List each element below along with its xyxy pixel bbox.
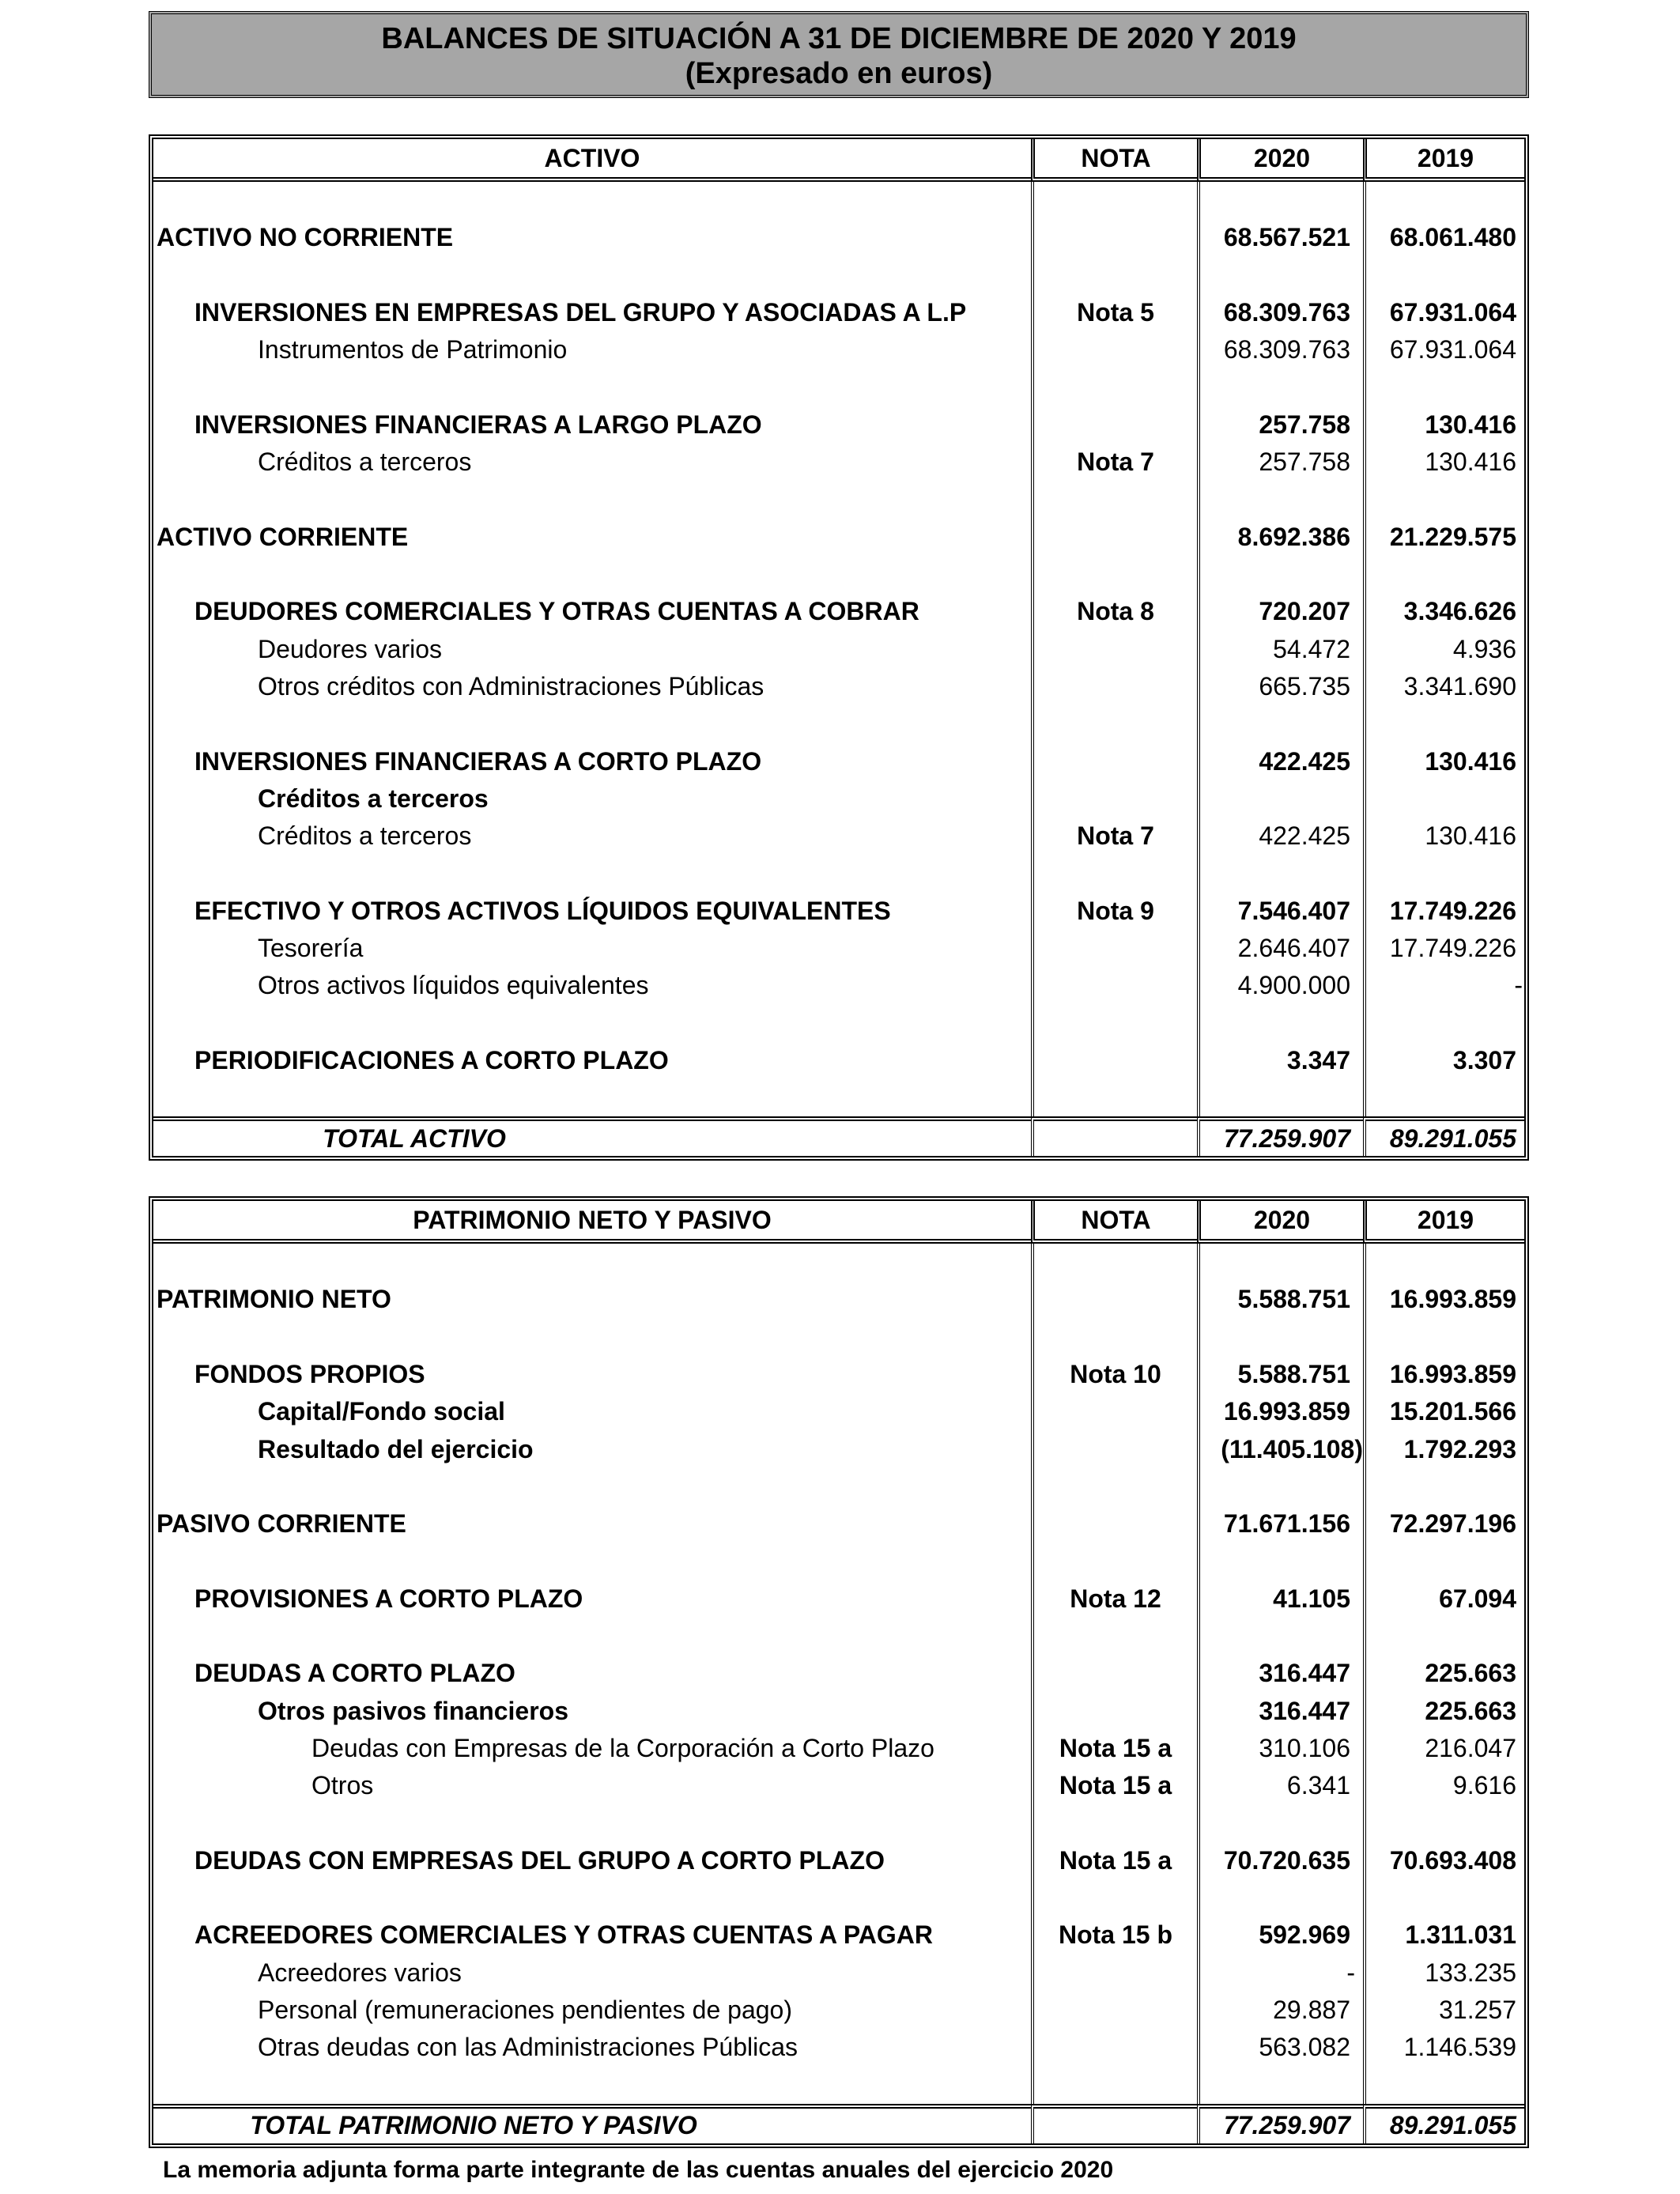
row-value-2020: 4.900.000 <box>1197 967 1363 1004</box>
table-row <box>153 1954 1524 1992</box>
row-nota <box>1031 930 1197 967</box>
row-value-2019: 67.931.064 <box>1363 294 1524 331</box>
row-value-2019: 17.749.226 <box>1363 930 1524 967</box>
row-value-2019: 67.094 <box>1363 1580 1524 1618</box>
row-value-2020 <box>1197 780 1363 818</box>
document-title: BALANCES DE SITUACIÓN A 31 DE DICIEMBRE DE 2020 Y 2019 <box>381 22 1297 55</box>
table-row <box>153 1281 1524 1318</box>
row-value-2020: - <box>1197 1954 1363 1992</box>
row-value-2019: 225.663 <box>1363 1693 1524 1730</box>
row-nota <box>1031 2029 1197 2066</box>
activo-header-row <box>153 139 1524 182</box>
row-nota <box>1031 331 1197 368</box>
row-value-2020: 665.735 <box>1197 668 1363 705</box>
row-nota <box>1031 1430 1197 1467</box>
row-nota <box>1031 1042 1197 1079</box>
pasivo-header-2019: 2019 <box>1363 1201 1524 1244</box>
table-row <box>153 1393 1524 1430</box>
table-row <box>153 1430 1524 1467</box>
pasivo-header-label: PATRIMONIO NETO Y PASIVO <box>153 1201 1031 1244</box>
row-value-2020: 422.425 <box>1197 818 1363 855</box>
row-value-2020: 3.347 <box>1197 1042 1363 1079</box>
row-value-2019: 3.307 <box>1363 1042 1524 1079</box>
row-value-2019: 130.416 <box>1363 742 1524 780</box>
table-row <box>153 1655 1524 1692</box>
activo-header-2019: 2019 <box>1363 139 1524 182</box>
row-value-2020: 2.646.407 <box>1197 930 1363 967</box>
row-value-2019: 21.229.575 <box>1363 519 1524 556</box>
row-label: Capital/Fondo social <box>258 1397 505 1426</box>
row-value-2019: 70.693.408 <box>1363 1842 1524 1879</box>
row-value-2019: - <box>1363 967 1524 1004</box>
row-label: DEUDAS A CORTO PLAZO <box>194 1659 515 1688</box>
table-row <box>153 1916 1524 1954</box>
row-label: Acreedores varios <box>258 1958 462 1987</box>
row-value-2020: 54.472 <box>1197 631 1363 668</box>
row-value-2020: 41.105 <box>1197 1580 1363 1618</box>
row-value-2019: 130.416 <box>1363 406 1524 444</box>
table-row <box>153 1992 1524 2029</box>
pasivo-total-row <box>153 2104 1524 2143</box>
table-row <box>153 818 1524 855</box>
row-label: PERIODIFICACIONES A CORTO PLAZO <box>194 1045 669 1074</box>
activo-header-label: ACTIVO <box>153 139 1031 182</box>
table-row <box>153 668 1524 705</box>
row-nota <box>1031 742 1197 780</box>
total-value-2020: 77.259.907 <box>1197 1116 1363 1156</box>
table-row <box>153 1842 1524 1879</box>
row-nota <box>1031 1954 1197 1992</box>
table-row <box>153 593 1524 630</box>
row-value-2020: 68.309.763 <box>1197 331 1363 368</box>
table-row <box>153 930 1524 967</box>
total-value-2019: 89.291.055 <box>1363 1116 1524 1156</box>
row-value-2019: 16.993.859 <box>1363 1356 1524 1393</box>
row-value-2019: 133.235 <box>1363 1954 1524 1992</box>
row-label: DEUDORES COMERCIALES Y OTRAS CUENTAS A COBRAR <box>194 597 919 626</box>
activo-table <box>149 134 1529 1161</box>
row-label: FONDOS PROPIOS <box>194 1360 425 1389</box>
row-nota: Nota 10 <box>1031 1356 1197 1393</box>
activo-header-nota: NOTA <box>1031 139 1197 182</box>
row-nota <box>1031 780 1197 818</box>
row-value-2020: 316.447 <box>1197 1693 1363 1730</box>
row-nota: Nota 15 a <box>1031 1730 1197 1767</box>
row-nota <box>1031 631 1197 668</box>
row-value-2020: 68.567.521 <box>1197 219 1363 256</box>
row-value-2020: 720.207 <box>1197 593 1363 630</box>
row-nota <box>1031 1281 1197 1318</box>
row-nota <box>1031 1992 1197 2029</box>
total-label: TOTAL PATRIMONIO NETO Y PASIVO <box>153 2104 1031 2143</box>
table-row <box>153 1730 1524 1767</box>
row-label: Otros activos líquidos equivalentes <box>258 971 649 1000</box>
row-value-2019: 225.663 <box>1363 1655 1524 1692</box>
row-nota: Nota 9 <box>1031 893 1197 930</box>
row-label: Créditos a terceros <box>258 821 472 851</box>
row-label: PASIVO CORRIENTE <box>157 1509 406 1539</box>
row-label: EFECTIVO Y OTROS ACTIVOS LÍQUIDOS EQUIVALENTES <box>194 896 891 925</box>
activo-header-2020: 2020 <box>1197 139 1363 182</box>
row-nota <box>1031 406 1197 444</box>
table-row <box>153 742 1524 780</box>
row-value-2020: 422.425 <box>1197 742 1363 780</box>
row-value-2020: 8.692.386 <box>1197 519 1363 556</box>
row-value-2019: 16.993.859 <box>1363 1281 1524 1318</box>
footer-note: La memoria adjunta forma parte integrante de las cuentas anuales del ejercicio 2020 <box>163 2157 1114 2183</box>
row-label: Personal (remuneraciones pendientes de pago) <box>258 1996 792 2025</box>
table-row <box>153 1767 1524 1804</box>
table-row <box>153 1042 1524 1079</box>
row-label: INVERSIONES EN EMPRESAS DEL GRUPO Y ASOCIADAS A L.P <box>194 298 967 327</box>
row-nota: Nota 15 b <box>1031 1916 1197 1954</box>
row-label: Créditos a terceros <box>258 784 489 813</box>
row-label: INVERSIONES FINANCIERAS A CORTO PLAZO <box>194 746 762 776</box>
row-nota <box>1031 1693 1197 1730</box>
row-value-2019: 1.311.031 <box>1363 1916 1524 1954</box>
row-nota: Nota 5 <box>1031 294 1197 331</box>
row-value-2019: 1.146.539 <box>1363 2029 1524 2066</box>
row-value-2020: 5.588.751 <box>1197 1281 1363 1318</box>
table-row <box>153 331 1524 368</box>
row-nota: Nota 15 a <box>1031 1767 1197 1804</box>
row-label: Créditos a terceros <box>258 447 472 477</box>
pasivo-header-row <box>153 1201 1524 1244</box>
table-row <box>153 893 1524 930</box>
pasivo-header-nota: NOTA <box>1031 1201 1197 1244</box>
row-value-2019: 4.936 <box>1363 631 1524 668</box>
row-value-2020: 68.309.763 <box>1197 294 1363 331</box>
row-value-2019: 3.346.626 <box>1363 593 1524 630</box>
table-row <box>153 406 1524 444</box>
row-value-2019: 72.297.196 <box>1363 1505 1524 1543</box>
row-label: Deudas con Empresas de la Corporación a Corto Plazo <box>311 1734 934 1762</box>
activo-total-row <box>153 1116 1524 1156</box>
pasivo-table <box>149 1196 1529 2148</box>
row-value-2019: 3.341.690 <box>1363 668 1524 705</box>
row-label: INVERSIONES FINANCIERAS A LARGO PLAZO <box>194 410 762 439</box>
row-nota: Nota 7 <box>1031 818 1197 855</box>
document-title-box <box>149 11 1529 98</box>
row-label: Tesorería <box>258 934 364 963</box>
table-row <box>153 780 1524 818</box>
row-value-2020: 71.671.156 <box>1197 1505 1363 1543</box>
row-value-2020: (11.405.108) <box>1197 1430 1363 1467</box>
row-label: PROVISIONES A CORTO PLAZO <box>194 1584 583 1613</box>
table-row <box>153 1580 1524 1618</box>
row-value-2020: 257.758 <box>1197 406 1363 444</box>
row-value-2020: 6.341 <box>1197 1767 1363 1804</box>
row-nota <box>1031 519 1197 556</box>
row-value-2020: 310.106 <box>1197 1730 1363 1767</box>
row-label: ACTIVO CORRIENTE <box>157 522 409 551</box>
table-row <box>153 1505 1524 1543</box>
row-value-2019 <box>1363 780 1524 818</box>
total-label: TOTAL ACTIVO <box>153 1116 1031 1156</box>
row-nota <box>1031 1655 1197 1692</box>
total-value-2019: 89.291.055 <box>1363 2104 1524 2143</box>
row-label: Resultado del ejercicio <box>258 1434 534 1463</box>
row-value-2020: 316.447 <box>1197 1655 1363 1692</box>
row-nota <box>1031 1505 1197 1543</box>
row-value-2020: 7.546.407 <box>1197 893 1363 930</box>
row-label: Deudores varios <box>258 634 442 663</box>
table-row <box>153 2029 1524 2066</box>
table-row <box>153 967 1524 1004</box>
row-value-2019: 9.616 <box>1363 1767 1524 1804</box>
row-label: ACTIVO NO CORRIENTE <box>157 223 454 252</box>
row-value-2020: 563.082 <box>1197 2029 1363 2066</box>
table-row <box>153 519 1524 556</box>
row-value-2020: 5.588.751 <box>1197 1356 1363 1393</box>
row-label: DEUDAS CON EMPRESAS DEL GRUPO A CORTO PLAZO <box>194 1845 885 1875</box>
table-row <box>153 631 1524 668</box>
row-nota <box>1031 219 1197 256</box>
row-value-2020: 592.969 <box>1197 1916 1363 1954</box>
row-value-2019: 1.792.293 <box>1363 1430 1524 1467</box>
row-value-2019: 15.201.566 <box>1363 1393 1524 1430</box>
row-nota <box>1031 967 1197 1004</box>
row-value-2019: 68.061.480 <box>1363 219 1524 256</box>
row-nota: Nota 12 <box>1031 1580 1197 1618</box>
table-row <box>153 219 1524 256</box>
row-value-2019: 130.416 <box>1363 818 1524 855</box>
row-value-2019: 17.749.226 <box>1363 893 1524 930</box>
row-value-2020: 70.720.635 <box>1197 1842 1363 1879</box>
row-label: Otros pasivos financieros <box>258 1696 569 1725</box>
row-value-2019: 31.257 <box>1363 1992 1524 2029</box>
row-nota <box>1031 1393 1197 1430</box>
table-row <box>153 294 1524 331</box>
table-row <box>153 444 1524 481</box>
document-subtitle: (Expresado en euros) <box>685 57 993 90</box>
row-label: ACREEDORES COMERCIALES Y OTRAS CUENTAS A PAGAR <box>194 1920 934 1950</box>
row-label: Otros <box>311 1771 374 1800</box>
table-row <box>153 1356 1524 1393</box>
row-nota: Nota 7 <box>1031 444 1197 481</box>
row-value-2019: 216.047 <box>1363 1730 1524 1767</box>
row-nota: Nota 15 a <box>1031 1842 1197 1879</box>
row-value-2020: 29.887 <box>1197 1992 1363 2029</box>
row-label: Otras deudas con las Administraciones Públicas <box>258 2033 798 2062</box>
row-value-2020: 257.758 <box>1197 444 1363 481</box>
row-value-2019: 130.416 <box>1363 444 1524 481</box>
row-value-2020: 16.993.859 <box>1197 1393 1363 1430</box>
pasivo-header-2020: 2020 <box>1197 1201 1363 1244</box>
total-value-2020: 77.259.907 <box>1197 2104 1363 2143</box>
row-nota <box>1031 668 1197 705</box>
row-nota: Nota 8 <box>1031 593 1197 630</box>
table-row <box>153 1693 1524 1730</box>
row-label: Otros créditos con Administraciones Públicas <box>258 672 764 700</box>
row-label: Instrumentos de Patrimonio <box>258 335 568 364</box>
row-label: PATRIMONIO NETO <box>157 1285 391 1314</box>
row-value-2019: 67.931.064 <box>1363 331 1524 368</box>
